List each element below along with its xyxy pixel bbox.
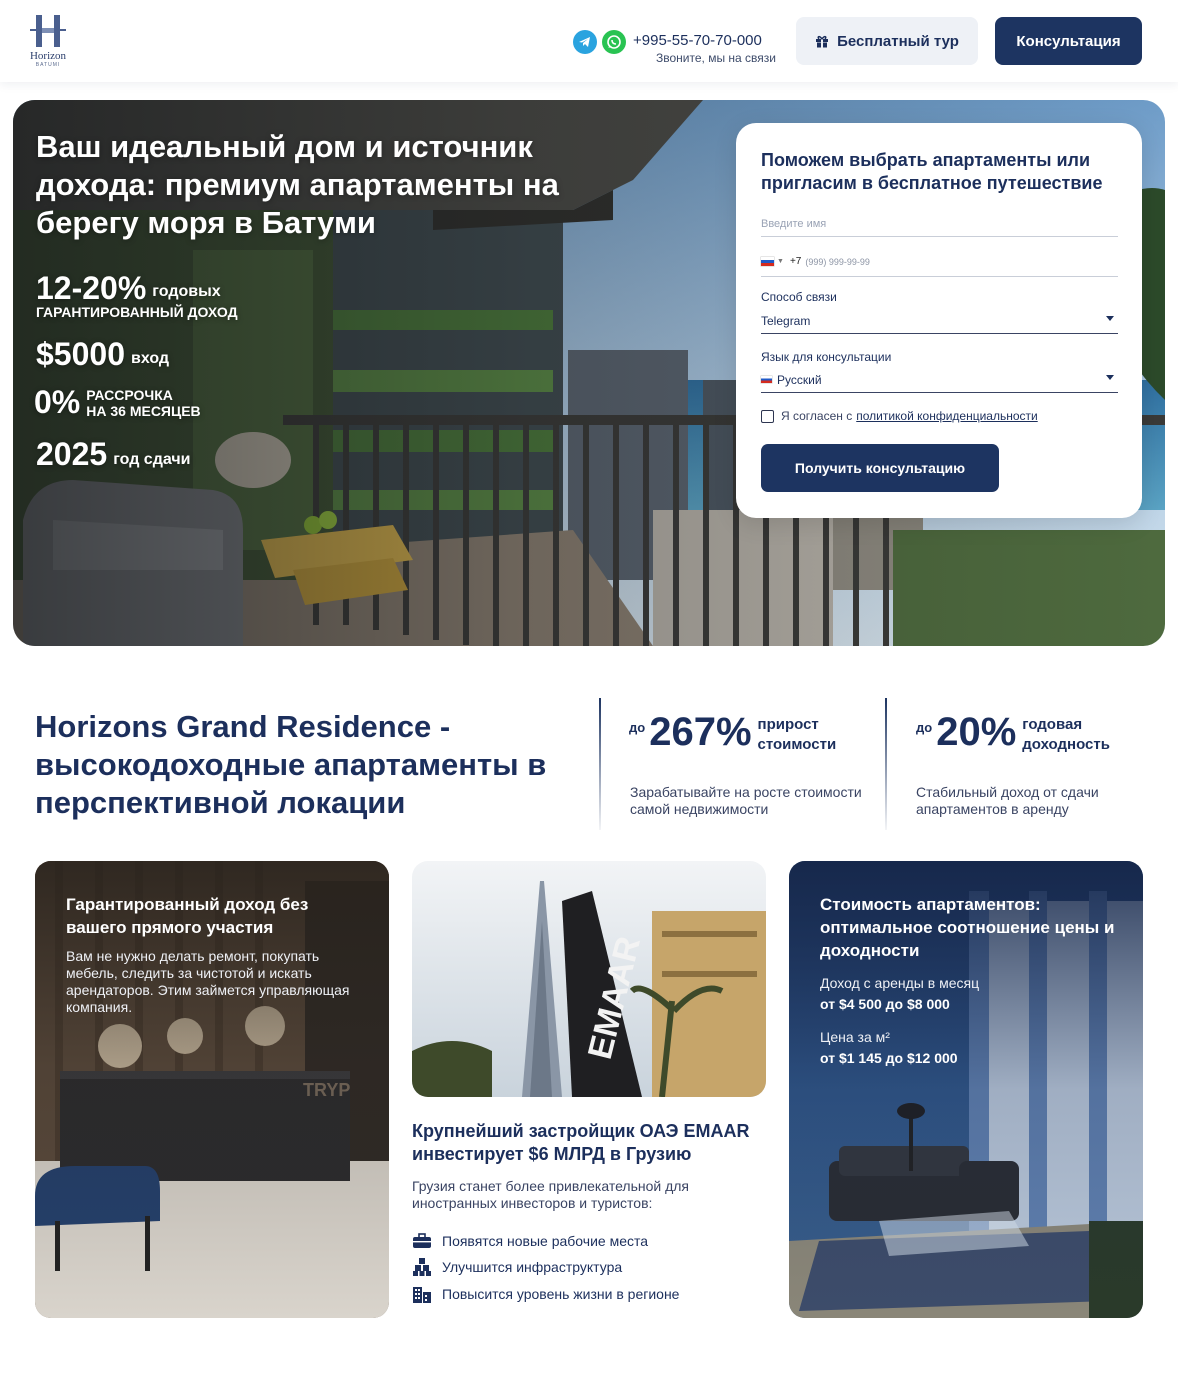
metric-yield bbox=[916, 712, 1110, 752]
name-input[interactable] bbox=[761, 211, 1118, 237]
section-title: Horizons Grand Residence - высокодоходные апартаменты в перспективной локации bbox=[35, 709, 547, 820]
free-tour-button[interactable] bbox=[796, 17, 978, 65]
phone-code: +7 bbox=[789, 256, 802, 267]
phone-input[interactable] bbox=[805, 257, 1005, 267]
free-tour-label: Бесплатный тур bbox=[837, 32, 959, 50]
russia-flag-icon[interactable] bbox=[761, 257, 774, 266]
tryp-sign: TRYP bbox=[303, 1080, 351, 1100]
stat-entry-value: $5000 bbox=[36, 336, 125, 372]
metric-growth-pre: до bbox=[629, 720, 646, 735]
card-pricing bbox=[789, 861, 1143, 1318]
dropdown-arrow-icon bbox=[1106, 316, 1114, 321]
stat-yield-label2: ГАРАНТИРОВАННЫЙ ДОХОД bbox=[36, 304, 238, 320]
stat-entry-label: вход bbox=[130, 349, 170, 367]
consent-checkbox[interactable] bbox=[761, 410, 774, 423]
contact-method-value: Telegram bbox=[761, 313, 811, 328]
list-item bbox=[412, 1284, 679, 1304]
cubes-icon bbox=[412, 1257, 432, 1277]
metric-yield-cap2: доходность bbox=[1022, 736, 1110, 753]
stat-yield-caption bbox=[36, 304, 238, 320]
stat-yield bbox=[36, 270, 221, 307]
briefcase-icon bbox=[412, 1231, 432, 1251]
card2-text: Грузия станет более привлекательной для иностранных инвесторов и туристов: bbox=[412, 1178, 690, 1211]
stat-delivery bbox=[36, 436, 190, 473]
list-item bbox=[412, 1231, 648, 1251]
gift-icon bbox=[815, 34, 829, 48]
contact-method-select[interactable] bbox=[761, 308, 1118, 334]
site-header bbox=[0, 0, 1178, 82]
emaar-image bbox=[412, 861, 766, 1097]
metric-yield-cap1: годовая bbox=[1022, 716, 1083, 733]
dropdown-arrow-icon bbox=[1106, 375, 1114, 380]
metric-yield-pre: до bbox=[916, 720, 933, 735]
city-icon bbox=[412, 1284, 432, 1304]
metric-growth-cap2: стоимости bbox=[757, 736, 837, 753]
logo-mark-icon bbox=[30, 14, 66, 48]
price-value: от $1 145 до $12 000 bbox=[820, 1050, 958, 1066]
metric-growth-cap1: прирост bbox=[757, 716, 819, 733]
card1-title: Гарантированный доход без вашего прямого участия bbox=[66, 895, 309, 937]
metric-growth-value: 267% bbox=[649, 710, 752, 754]
stat-delivery-value: 2025 bbox=[36, 436, 108, 472]
price-label: Цена за м² bbox=[820, 1029, 890, 1045]
telegram-icon[interactable] bbox=[573, 30, 597, 54]
rent-value: от $4 500 до $8 000 bbox=[820, 996, 950, 1012]
stat-entry bbox=[36, 336, 169, 373]
card2-item-label: Появятся новые рабочие места bbox=[442, 1233, 649, 1249]
contact-method-label: Способ связи bbox=[761, 290, 837, 304]
stat-yield-value: 12-20% bbox=[36, 270, 147, 306]
language-select[interactable] bbox=[761, 367, 1118, 393]
logo-name: Horizon bbox=[29, 50, 67, 62]
consultation-form bbox=[736, 123, 1142, 518]
whatsapp-icon[interactable] bbox=[602, 30, 626, 54]
stat-installment bbox=[34, 384, 201, 421]
card2-item-label: Повысится уровень жизни в регионе bbox=[442, 1286, 680, 1302]
emaar-sign: EMAAR bbox=[580, 932, 648, 1063]
logo[interactable] bbox=[20, 14, 76, 68]
metric-growth-desc: Зарабатывайте на росте стоимости самой недвижимости bbox=[630, 784, 862, 817]
logo-sub: BATUMI bbox=[35, 62, 61, 68]
list-item bbox=[412, 1257, 622, 1277]
rent-label: Доход с аренды в месяц bbox=[820, 975, 980, 991]
stat-delivery-label: год сдачи bbox=[113, 450, 191, 468]
card-guaranteed-income bbox=[35, 861, 389, 1318]
metric-growth bbox=[629, 712, 836, 752]
card2-item-label: Улучшится инфраструктура bbox=[442, 1259, 623, 1275]
card3-title: Стоимость апартаментов: оптимальное соотношение цены и доходности bbox=[820, 895, 1115, 960]
card2-title: Крупнейший застройщик ОАЭ EMAAR инвестирует $6 МЛРД в Грузию bbox=[412, 1121, 750, 1164]
stat-installment-value: 0% bbox=[34, 384, 81, 420]
consent-text: Я согласен с bbox=[781, 409, 853, 423]
metric-yield-value: 20% bbox=[936, 710, 1017, 754]
stat-installment-label2: НА 36 МЕСЯЦЕВ bbox=[86, 402, 201, 419]
header-phone[interactable]: +995-55-70-70-000 bbox=[633, 32, 762, 49]
card1-text: Вам не нужно делать ремонт, покупать мебель, следить за чистотой и искать арендаторов. Этим займется управляющая компания. bbox=[66, 948, 350, 1015]
phone-field[interactable] bbox=[761, 247, 1118, 277]
privacy-policy-link[interactable]: политикой конфиденциальности bbox=[856, 409, 1038, 423]
language-value: Русский bbox=[777, 372, 822, 387]
form-title: Поможем выбрать апартаменты или пригласим в бесплатное путешествие bbox=[761, 150, 1103, 193]
divider bbox=[599, 698, 601, 830]
chevron-down-icon[interactable]: ▼ bbox=[777, 258, 784, 265]
stat-yield-label1: годовых bbox=[152, 282, 221, 300]
submit-consultation-button[interactable]: Получить консультацию bbox=[761, 444, 999, 492]
hero-title: Ваш идеальный дом и источник дохода: премиум апартаменты на берегу моря в Батуми bbox=[36, 129, 559, 240]
russia-flag-icon bbox=[761, 376, 772, 383]
metric-yield-desc: Стабильный доход от сдачи апартаментов в аренду bbox=[916, 784, 1099, 817]
stat-installment-label1: РАССРОЧКА bbox=[86, 386, 173, 403]
consult-button[interactable]: Консультация bbox=[995, 17, 1142, 65]
language-label: Язык для консультации bbox=[761, 350, 892, 364]
card-emaar bbox=[412, 861, 766, 1318]
divider bbox=[885, 698, 887, 830]
consent-row bbox=[761, 409, 1038, 423]
header-phone-sub: Звоните, мы на связи bbox=[656, 51, 776, 65]
